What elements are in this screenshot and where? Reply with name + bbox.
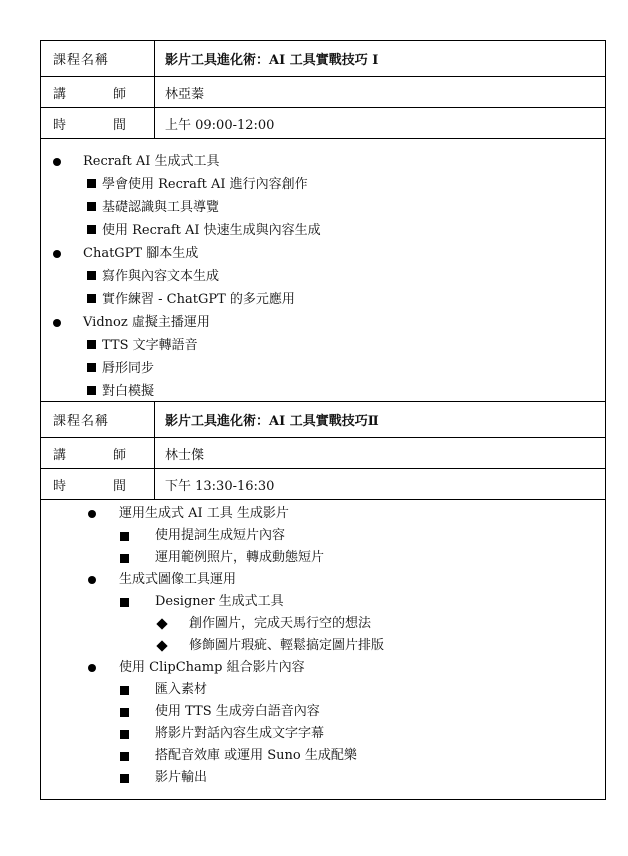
- square-bullet-icon: [87, 340, 96, 349]
- square-bullet-icon: [87, 363, 96, 372]
- course2-name-label: 課程名稱: [41, 402, 155, 437]
- course1-teacher: 林亞蓁: [165, 86, 205, 102]
- outline-section-title: ChatGPT 腳本生成: [83, 246, 199, 261]
- outline-item: 將影片對話內容生成文字字幕: [155, 726, 325, 741]
- outline-subitem: 修飾圖片瑕疵、輕鬆搞定圖片排版: [189, 638, 385, 653]
- outline-item: 使用 Recraft AI 快速生成與內容生成: [87, 220, 321, 242]
- square-bullet-icon: [120, 708, 129, 717]
- outline-item: 基礎認識與工具導覽: [87, 197, 219, 219]
- outline-subitem: 創作圖片，完成天馬行空的想法: [189, 616, 372, 631]
- course2-name: 影片工具進化術：AI 工具實戰技巧Ⅱ: [165, 414, 379, 429]
- course1-time-row: [41, 107, 605, 138]
- square-bullet-icon: [87, 179, 96, 188]
- square-bullet-icon: [120, 554, 129, 563]
- outline-item: TTS 文字轉語音: [87, 335, 198, 357]
- square-bullet-icon: [87, 225, 96, 234]
- course1-name-row: [41, 41, 605, 76]
- outline-item: 影片輸出: [155, 770, 208, 785]
- outline-section-title: Vidnoz 虛擬主播運用: [83, 315, 210, 330]
- bullet-dot-icon: [53, 158, 61, 166]
- course2-teacher: 林士傑: [165, 447, 205, 463]
- course-schedule-table: [40, 40, 606, 800]
- square-bullet-icon: [120, 598, 129, 607]
- outline-item: 搭配音效庫 或運用 Suno 生成配樂: [155, 748, 357, 763]
- outline-item: 脣形同步: [87, 358, 154, 380]
- square-bullet-icon: [120, 730, 129, 739]
- square-bullet-icon: [87, 294, 96, 303]
- diamond-bullet-icon: [156, 618, 167, 629]
- square-bullet-icon: [120, 774, 129, 783]
- bullet-dot-icon: [88, 664, 96, 672]
- course2-name-row: [41, 401, 605, 437]
- course2-time: 下午 13:30-16:30: [165, 478, 275, 494]
- outline-item: 使用提詞生成短片內容: [155, 528, 286, 543]
- outline-section-title: 運用生成式 AI 工具 生成影片: [119, 506, 289, 521]
- course2-time-label: 時 間: [41, 469, 155, 499]
- outline-section-title: Recraft AI 生成式工具: [83, 154, 220, 169]
- square-bullet-icon: [87, 271, 96, 280]
- bullet-dot-icon: [53, 319, 61, 327]
- course2-outline: [41, 499, 605, 799]
- course1-time: 上午 09:00-12:00: [165, 117, 275, 133]
- bullet-dot-icon: [53, 250, 61, 258]
- square-bullet-icon: [120, 752, 129, 761]
- outline-item: 對白模擬: [87, 381, 154, 403]
- outline-item: 使用 TTS 生成旁白語音內容: [155, 704, 320, 719]
- course2-teacher-label: 講 師: [41, 438, 155, 468]
- outline-item: 匯入素材: [155, 682, 208, 697]
- outline-item: 學會使用 Recraft AI 進行內容創作: [87, 174, 308, 196]
- course1-teacher-label: 講 師: [41, 77, 155, 107]
- outline-item: 運用範例照片，轉成動態短片: [155, 550, 325, 565]
- outline-item: 寫作與內容文本生成: [87, 266, 219, 288]
- square-bullet-icon: [87, 202, 96, 211]
- course2-teacher-row: [41, 437, 605, 468]
- course1-name-label: 課程名稱: [41, 41, 155, 76]
- square-bullet-icon: [120, 686, 129, 695]
- course1-teacher-row: [41, 76, 605, 107]
- bullet-dot-icon: [88, 576, 96, 584]
- outline-item: Designer 生成式工具: [155, 594, 284, 609]
- course1-name: 影片工具進化術：AI 工具實戰技巧 I: [165, 53, 379, 68]
- outline-section-title: 使用 ClipChamp 組合影片內容: [119, 660, 305, 675]
- course1-time-label: 時 間: [41, 108, 155, 138]
- bullet-dot-icon: [88, 510, 96, 518]
- outline-item: 實作練習 - ChatGPT 的多元應用: [87, 289, 295, 311]
- square-bullet-icon: [120, 532, 129, 541]
- course2-time-row: [41, 468, 605, 499]
- course1-outline: [41, 138, 605, 401]
- square-bullet-icon: [87, 386, 96, 395]
- diamond-bullet-icon: [156, 640, 167, 651]
- outline-section-title: 生成式圖像工具運用: [119, 572, 237, 587]
